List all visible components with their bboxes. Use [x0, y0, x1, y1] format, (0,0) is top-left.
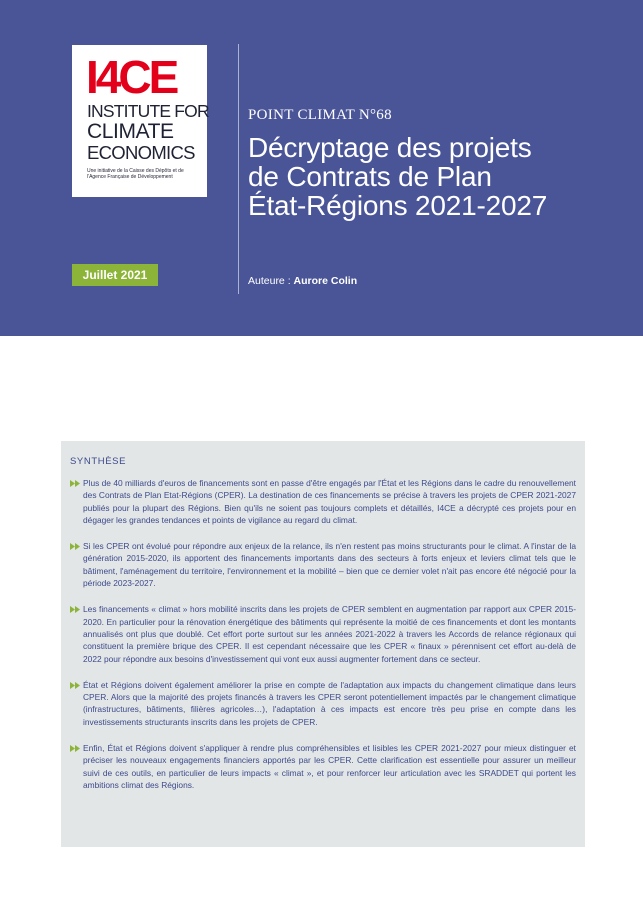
title-line: Décryptage des projets — [248, 132, 532, 163]
list-item — [70, 603, 576, 664]
title-line: de Contrats de Plan — [248, 161, 492, 192]
double-chevron-icon — [70, 543, 81, 550]
list-item — [70, 477, 576, 526]
bullet-text: Si les CPER ont évolué pour répondre aux enjeux de la relance, ils n'en restent pas moins structurants pour le climat. A l'instar de la génération 2015-2020, ils apportent des financements importants dans des secteurs à forts enjeux et leviers climat tels que le bâtiment, l'aménagement du territoire, l'environnement et la mobilité – bien que ce dernier volet n'ait pas encore été négocié pour la période 2023-2027. — [83, 541, 576, 589]
bullet-text: Les financements « climat » hors mobilité inscrits dans les projets de CPER semblent en augmentation par rapport aux CPER 2015-2020. En particulier pour la rénovation énergétique des bâtiments qui représente la moitié de ces financements et dont les montants annualisés ont plus que doublé. Cet effort porte surtout sur les années 2021-2022 à travers les Accords de relance régionaux qui constituent la première brique des CPER. Il est cependant nécessaire que les CPER « finaux » pérennisent cet effort au-delà de 2022 pour répondre aux besoins d'investissement qui vont eux aussi augmenter fortement dans ce secteur. — [83, 604, 576, 664]
double-chevron-icon — [70, 606, 81, 613]
double-chevron-icon — [70, 745, 81, 752]
list-item — [70, 742, 576, 791]
author-line — [248, 275, 357, 287]
header-divider — [238, 44, 239, 294]
synthese-list — [70, 477, 576, 805]
page-title — [248, 133, 628, 220]
bullet-text: État et Régions doivent également améliorer la prise en compte de l'adaptation aux impacts du changement climatique dans leurs CPER. Alors que la majorité des projets financés à travers les CPER seront potentiellement impactés par le changement climatique (infrastructures, bâtiments, filières agricoles…), l'adaptation à ces impacts est encore très peu prise en compte dans les investissements structurants inscrits dans les projets de CPER. — [83, 679, 576, 727]
bullet-text: Enfin, État et Régions doivent s'appliquer à rendre plus compréhensibles et lisibles les CPER 2021-2027 pour mieux distinguer et préciser les nouveaux engagements financiers apportés par les CPER. Cette clarification est essentielle pour assurer un meilleur suivi de ces outils, en particulier de leurs impacts « climat », et pour renforcer leur articulation avec les SRADDET qui portent les ambitions climat des Régions. — [83, 743, 576, 790]
double-chevron-icon — [70, 480, 81, 487]
author-label: Auteure : — [248, 275, 294, 287]
series-label: POINT CLIMAT N°68 — [248, 107, 392, 123]
date-badge: Juillet 2021 — [72, 264, 158, 286]
logo-brand: I4CE — [86, 51, 177, 103]
cover-header — [0, 0, 643, 336]
synthese-box — [61, 441, 585, 847]
list-item — [70, 679, 576, 728]
logo-line-3: ECONOMICS — [87, 142, 195, 163]
i4ce-logo — [72, 45, 207, 197]
bullet-text: Plus de 40 milliards d'euros de financements sont en passe d'être engagés par l'État et les Régions dans le cadre du renouvellement des Contrats de Plan Etat-Régions (CPER). La destination de ces financements se précise à travers les projets de CPER 2021-2027 publiés pour la plupart des Régions. Bien qu'ils ne soient pas toujours complets et détaillés, I4CE a décrypté ces projets pour en dégager les grandes tendances et points de vigilance au regard du climat. — [83, 478, 576, 525]
double-chevron-icon — [70, 682, 81, 689]
list-item — [70, 540, 576, 589]
synthese-title: SYNTHÈSE — [70, 456, 127, 467]
title-line: État-Régions 2021-2027 — [248, 190, 548, 221]
logo-tagline: Une initiative de la Caisse des Dépôts et de l'Agence Française de Développement — [87, 168, 184, 180]
logo-line-2: CLIMATE — [87, 120, 174, 143]
author-name: Aurore Colin — [293, 275, 358, 287]
logo-line-1: INSTITUTE FOR — [87, 101, 209, 121]
